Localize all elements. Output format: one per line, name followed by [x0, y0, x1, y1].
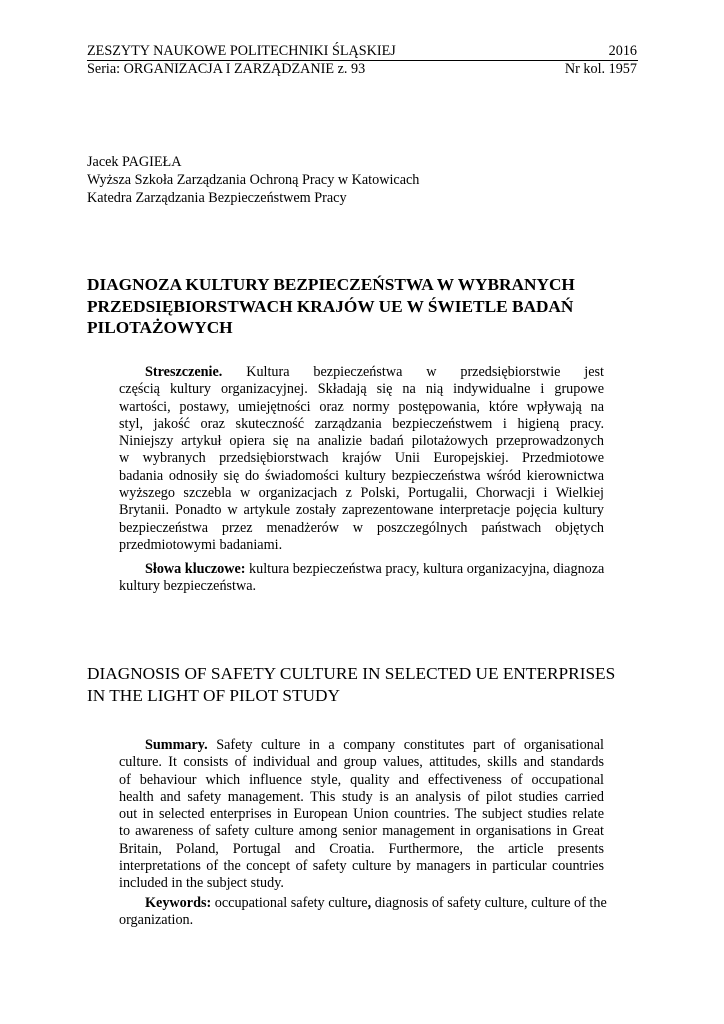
abstract-english-label: Summary.: [145, 737, 208, 753]
title-english-line-2: IN THE LIGHT OF PILOT STUDY: [87, 685, 340, 705]
abstract-polish: [119, 364, 604, 554]
title-polish: [87, 274, 647, 339]
keywords-polish-label: Słowa kluczowe:: [145, 561, 246, 577]
abstract-polish-line: przedmiotowymi badaniami.: [119, 536, 283, 553]
series-name: Seria: ORGANIZACJA I ZARZĄDZANIE z. 93: [87, 61, 366, 77]
keywords-polish-line: kultury bezpieczeństwa.: [119, 578, 257, 595]
abstract-english-line: Summary. Safety culture in a company constitutes part of organisational: [145, 737, 604, 753]
author-block: [87, 153, 419, 207]
author-name: Jacek PAGIEŁA: [87, 154, 182, 170]
keywords-english-line: Keywords: occupational safety culture, diagnosis of safety culture, culture of the: [145, 895, 607, 911]
journal-name: ZESZYTY NAUKOWE POLITECHNIKI ŚLĄSKIEJ: [87, 43, 396, 59]
abstract-english-line: Britain, Poland, Portugal and Croatia. Furthermore, the article presents: [119, 840, 604, 857]
title-polish-line-1: DIAGNOZA KULTURY BEZPIECZEŃSTWA W WYBRANYCH: [87, 275, 575, 294]
abstract-english-line: to awareness of safety culture among senior management in organisations in Great: [119, 823, 604, 840]
abstract-polish-line: Streszczenie. Kultura bezpieczeństwa w przedsiębiorstwie jest: [145, 364, 604, 380]
author-affiliation-1: Wyższa Szkoła Zarządzania Ochroną Pracy w Katowicach: [87, 172, 420, 188]
abstract-polish-line: wartości, postawy, umiejętności oraz normy postępowania, które wpływają na: [119, 398, 604, 415]
title-english-line-1: DIAGNOSIS OF SAFETY CULTURE IN SELECTED UE ENTERPRISES: [87, 664, 616, 683]
title-english: [87, 663, 647, 706]
abstract-english-line: of behaviour which influence style, quality and effectiveness of occupational: [119, 771, 604, 788]
keywords-english: [119, 895, 607, 930]
abstract-english-line: health and safety management. This study is an analysis of pilot studies carried: [119, 788, 604, 805]
keywords-english-label: Keywords:: [145, 895, 212, 911]
abstract-english: [119, 737, 604, 893]
abstract-english-line: included in the subject study.: [119, 875, 284, 892]
abstract-polish-line: badania odnosiły się do świadomości kultury bezpieczeństwa wśród kierownictwa: [119, 467, 604, 484]
keywords-polish: [119, 561, 604, 596]
keywords-english-line: organization.: [119, 912, 194, 929]
issue-number: Nr kol. 1957: [564, 61, 637, 77]
running-header-top: [87, 43, 637, 60]
abstract-polish-line: styl, jakość oraz skuteczność zarządzania bezpieczeństwem i higieną pracy.: [119, 415, 604, 432]
journal-year: 2016: [608, 43, 637, 59]
abstract-polish-line: w wybranych przedsiębiorstwach krajów Unii Europejskiej. Przedmiotowe: [119, 450, 604, 467]
abstract-english-line: interpretations of the concept of safety culture by managers in particular countries: [119, 858, 604, 875]
abstract-polish-line: bezpieczeństwa przez menadżerów w poszczególnych państwach objętych: [119, 519, 604, 536]
abstract-polish-line: wyższego szczebla w organizacjach z Polski, Portugalii, Chorwacji i Wielkiej: [119, 485, 604, 502]
abstract-polish-line: Brytanii. Ponadto w artykule zostały zaprezentowane interpretacje pojęcia kultury: [119, 502, 604, 519]
abstract-english-line: culture. It consists of individual and group values, attitudes, skills and standards: [119, 754, 604, 771]
keywords-english-comma: ,: [367, 895, 372, 911]
abstract-polish-label: Streszczenie.: [145, 364, 223, 380]
abstract-english-line: out in selected enterprises in European Union countries. The subject studies relate: [119, 806, 604, 823]
abstract-polish-line: częścią kultury organizacyjnej. Składają się na nią indywidualne i grupowe: [119, 381, 604, 398]
running-header-bottom: [87, 61, 637, 78]
keywords-polish-line: Słowa kluczowe: kultura bezpieczeństwa pracy, kultura organizacyjna, diagnoza: [145, 561, 605, 577]
abstract-polish-line: Niniejszy artykuł opiera się na analizie badań pilotażowych przeprowadzonych: [119, 433, 604, 450]
title-polish-line-2: PRZEDSIĘBIORSTWACH KRAJÓW UE W ŚWIETLE BADAŃ: [87, 296, 574, 316]
title-polish-line-3: PILOTAŻOWYCH: [87, 318, 233, 337]
author-affiliation-2: Katedra Zarządzania Bezpieczeństwem Pracy: [87, 190, 347, 206]
